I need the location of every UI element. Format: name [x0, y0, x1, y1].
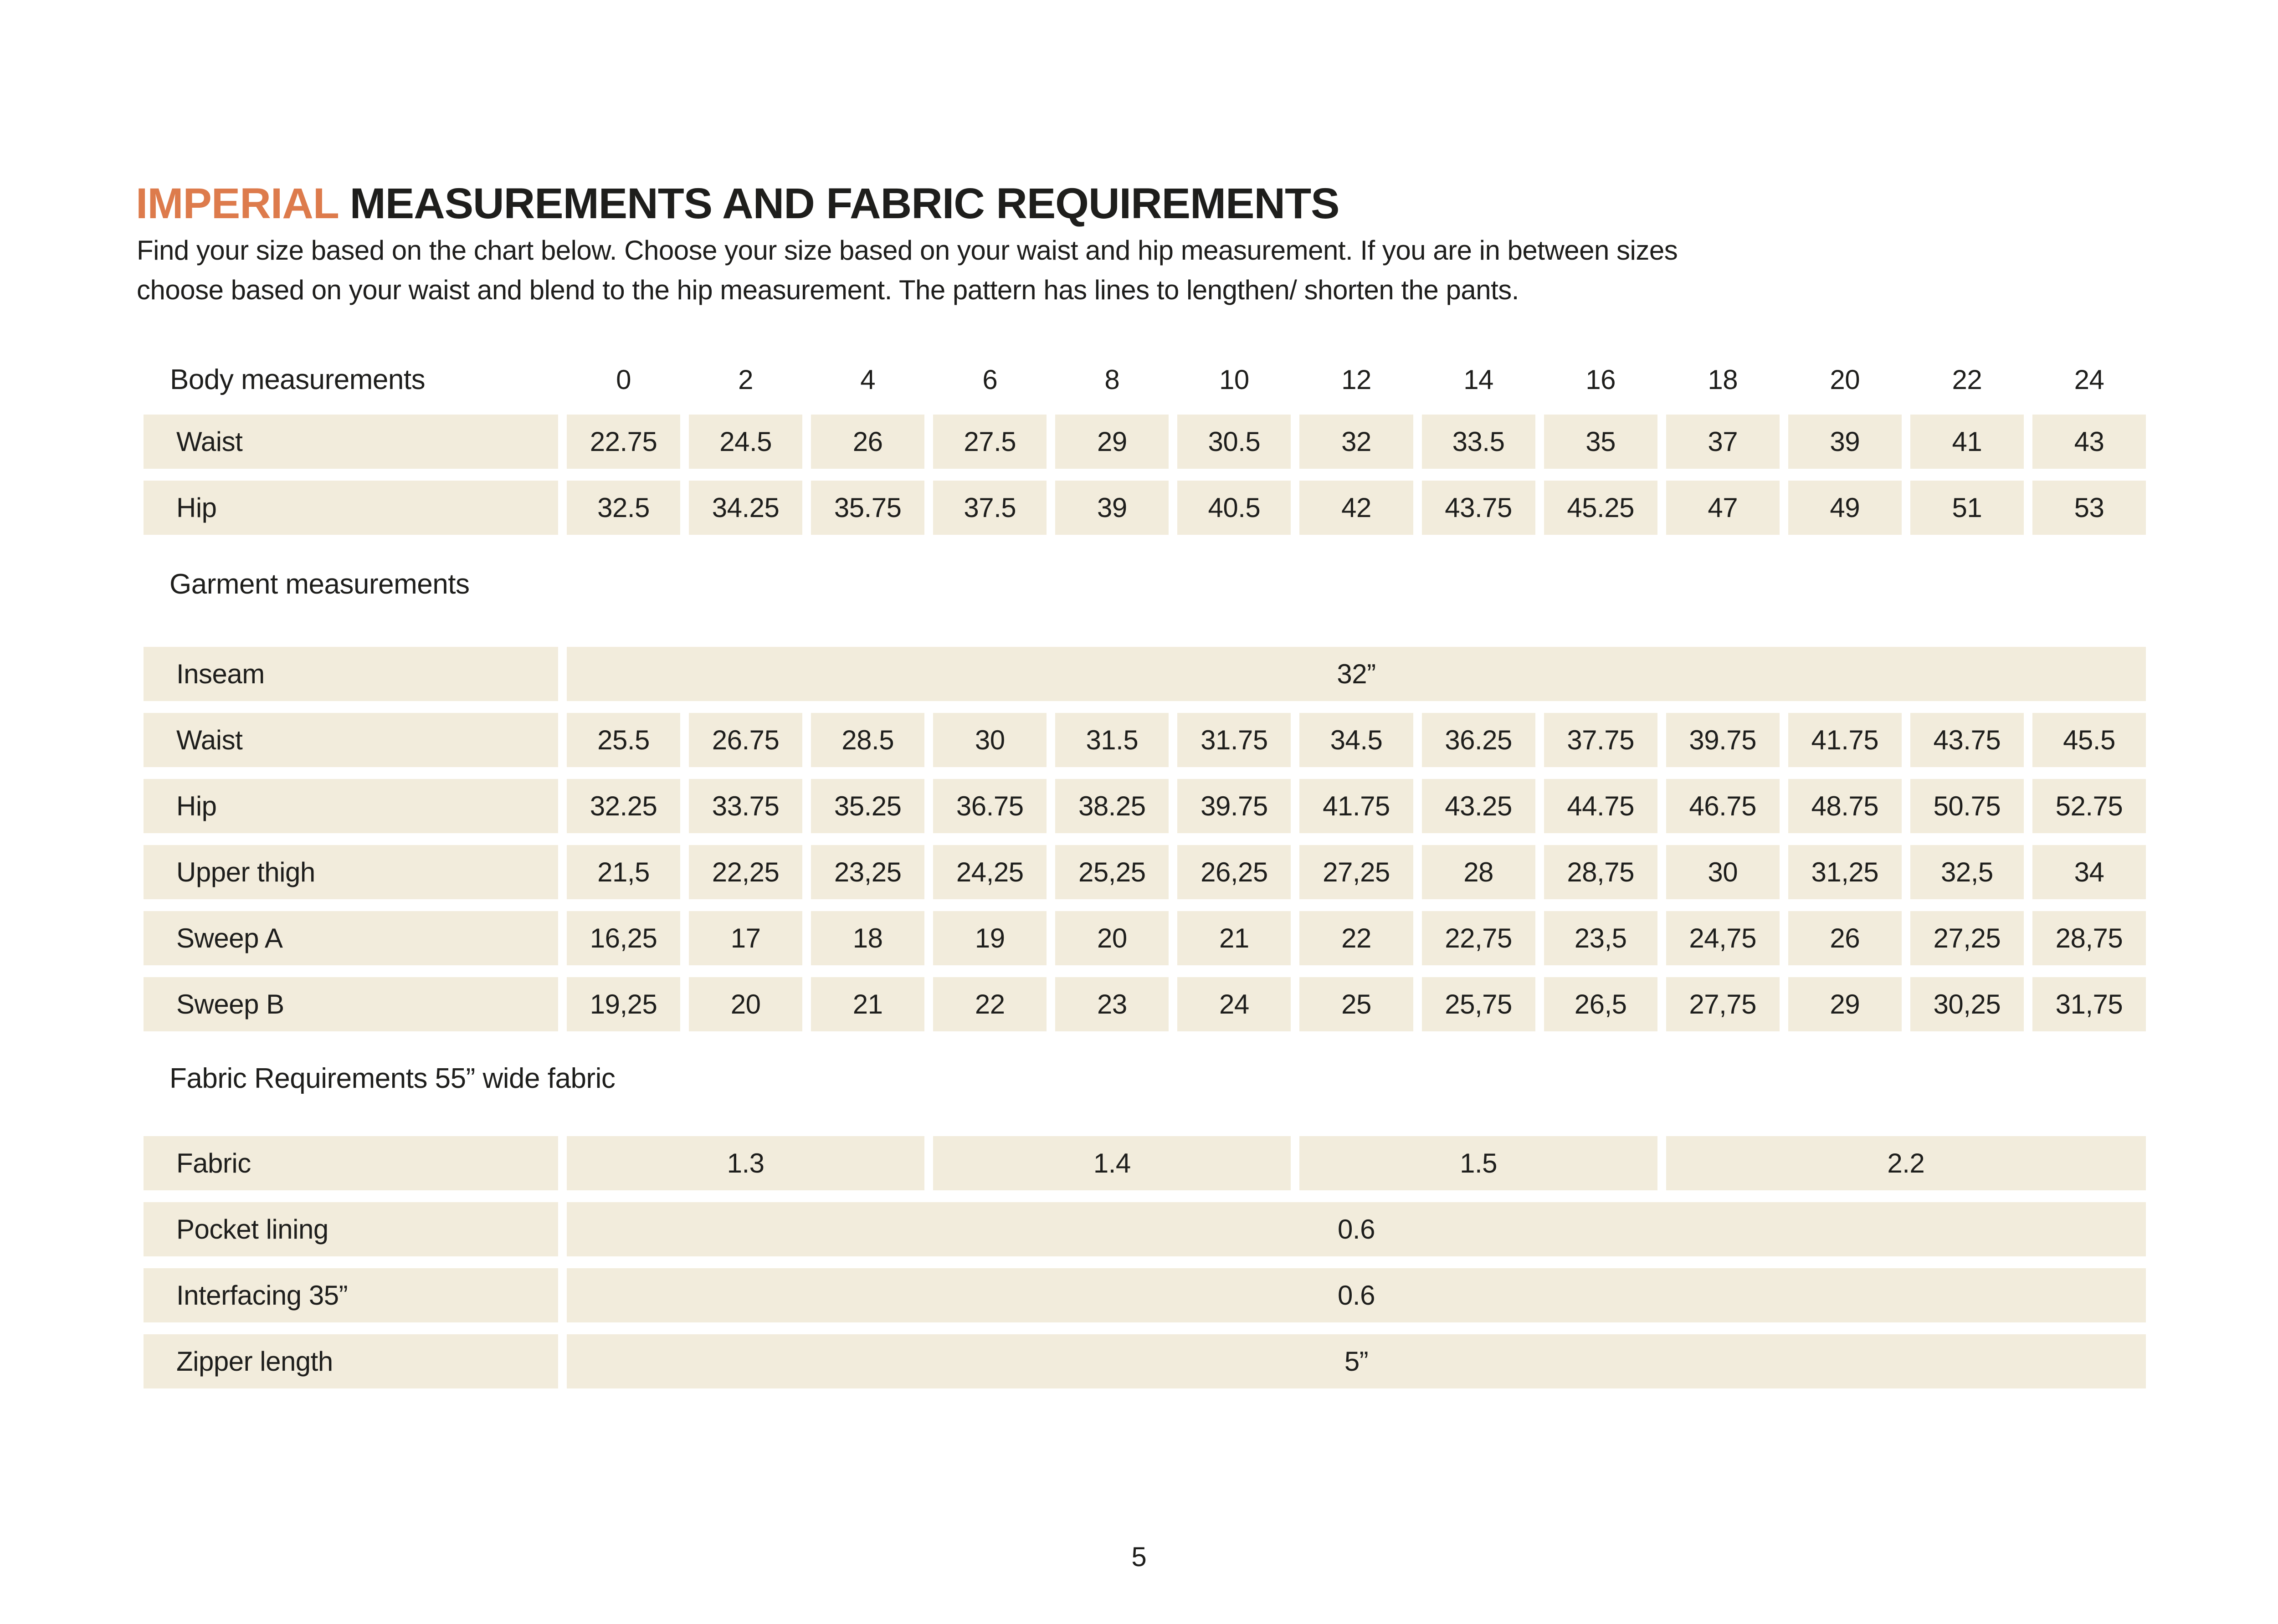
page-number: 5 [1131, 1542, 1147, 1572]
value-cell: 41 [1910, 415, 2024, 469]
value-cell: 30 [933, 713, 1047, 767]
value-cell: 27.5 [933, 415, 1047, 469]
value-cell: 31.5 [1055, 713, 1169, 767]
value-cell: 32 [1299, 415, 1413, 469]
row-label: Waist [144, 713, 558, 767]
value-cell: 33.5 [1422, 415, 1535, 469]
inseam-value-cell: 32” [567, 647, 2146, 701]
value-cell: 28,75 [1544, 845, 1657, 899]
value-cell: 26,25 [1177, 845, 1291, 899]
value-cell: 27,25 [1910, 911, 2024, 965]
value-cell: 38.25 [1055, 779, 1169, 833]
value-cell: 39.75 [1177, 779, 1291, 833]
value-cell: 43 [2032, 415, 2146, 469]
value-cell: 26,5 [1544, 977, 1657, 1031]
value-cell: 22.75 [567, 415, 680, 469]
value-cell: 27,25 [1299, 845, 1413, 899]
value-cell: 37 [1666, 415, 1780, 469]
value-cell: 22,75 [1422, 911, 1535, 965]
value-cell: 20 [689, 977, 802, 1031]
row-label: Sweep A [144, 911, 558, 965]
size-column-header: 6 [982, 364, 998, 395]
value-cell: 17 [689, 911, 802, 965]
value-cell: 45.5 [2032, 713, 2146, 767]
value-cell: 43.75 [1422, 481, 1535, 535]
row-label: Upper thigh [144, 845, 558, 899]
value-cell: 21 [811, 977, 924, 1031]
page-title-highlight: IMPERIAL [136, 179, 339, 228]
value-cell: 28,75 [2032, 911, 2146, 965]
value-cell: 47 [1666, 481, 1780, 535]
size-column-header: 10 [1219, 364, 1249, 395]
value-cell: 41.75 [1788, 713, 1902, 767]
row-label: Fabric [144, 1136, 558, 1190]
value-cell: 34.5 [1299, 713, 1413, 767]
value-cell: 21,5 [567, 845, 680, 899]
fabric-group-cell: 1.4 [933, 1136, 1291, 1190]
value-cell: 40.5 [1177, 481, 1291, 535]
value-cell: 28 [1422, 845, 1535, 899]
value-cell: 26 [811, 415, 924, 469]
full-span-value-cell: 5” [567, 1334, 2146, 1388]
value-cell: 30.5 [1177, 415, 1291, 469]
value-cell: 29 [1788, 977, 1902, 1031]
row-label: Sweep B [144, 977, 558, 1031]
value-cell: 39 [1055, 481, 1169, 535]
size-column-header: 16 [1585, 364, 1616, 395]
size-column-header: 20 [1830, 364, 1860, 395]
garment-measurements-heading: Garment measurements [169, 569, 470, 600]
value-cell: 25 [1299, 977, 1413, 1031]
fabric-group-cell: 1.5 [1299, 1136, 1657, 1190]
value-cell: 36.75 [933, 779, 1047, 833]
value-cell: 35.75 [811, 481, 924, 535]
value-cell: 16,25 [567, 911, 680, 965]
value-cell: 26.75 [689, 713, 802, 767]
value-cell: 29 [1055, 415, 1169, 469]
page-title [136, 179, 1339, 228]
row-label: Pocket lining [144, 1202, 558, 1256]
body-measurements-heading: Body measurements [170, 364, 426, 395]
size-column-header: 24 [2074, 364, 2104, 395]
value-cell: 35.25 [811, 779, 924, 833]
value-cell: 25,75 [1422, 977, 1535, 1031]
value-cell: 45.25 [1544, 481, 1657, 535]
fabric-requirements-table [144, 1136, 2146, 1388]
value-cell: 37.75 [1544, 713, 1657, 767]
value-cell: 20 [1055, 911, 1169, 965]
value-cell: 19,25 [567, 977, 680, 1031]
row-label: Hip [144, 481, 558, 535]
size-column-header: 22 [1952, 364, 1982, 395]
value-cell: 18 [811, 911, 924, 965]
fabric-group-cell: 2.2 [1666, 1136, 2146, 1190]
size-column-header: 2 [738, 364, 754, 395]
value-cell: 23,5 [1544, 911, 1657, 965]
value-cell: 46.75 [1666, 779, 1780, 833]
value-cell: 22,25 [689, 845, 802, 899]
full-span-value-cell: 0.6 [567, 1268, 2146, 1322]
size-column-header: 18 [1708, 364, 1738, 395]
intro-paragraph [137, 231, 1678, 310]
size-column-header: 0 [616, 364, 631, 395]
value-cell: 49 [1788, 481, 1902, 535]
garment-measurements-table [144, 647, 2146, 1031]
fabric-requirements-heading: Fabric Requirements 55” wide fabric [169, 1063, 616, 1094]
row-label: Waist [144, 415, 558, 469]
value-cell: 52.75 [2032, 779, 2146, 833]
size-column-header: 4 [860, 364, 876, 395]
value-cell: 36.25 [1422, 713, 1535, 767]
value-cell: 22 [933, 977, 1047, 1031]
value-cell: 34.25 [689, 481, 802, 535]
value-cell: 42 [1299, 481, 1413, 535]
row-label: Hip [144, 779, 558, 833]
value-cell: 23 [1055, 977, 1169, 1031]
value-cell: 31,25 [1788, 845, 1902, 899]
value-cell: 24.5 [689, 415, 802, 469]
value-cell: 24 [1177, 977, 1291, 1031]
value-cell: 44.75 [1544, 779, 1657, 833]
size-column-header: 8 [1104, 364, 1120, 395]
value-cell: 48.75 [1788, 779, 1902, 833]
value-cell: 35 [1544, 415, 1657, 469]
intro-line-2: choose based on your waist and blend to the hip measurement. The pattern has lines to lengthen/ shorten the pants. [137, 275, 1519, 305]
value-cell: 19 [933, 911, 1047, 965]
value-cell: 27,75 [1666, 977, 1780, 1031]
page-title-rest: MEASUREMENTS AND FABRIC REQUIREMENTS [338, 179, 1339, 228]
value-cell: 32.25 [567, 779, 680, 833]
value-cell: 51 [1910, 481, 2024, 535]
value-cell: 43.75 [1910, 713, 2024, 767]
body-measurements-table [144, 357, 2146, 535]
value-cell: 25,25 [1055, 845, 1169, 899]
value-cell: 32,5 [1910, 845, 2024, 899]
value-cell: 34 [2032, 845, 2146, 899]
value-cell: 28.5 [811, 713, 924, 767]
value-cell: 30,25 [1910, 977, 2024, 1031]
row-label: Inseam [144, 647, 558, 701]
value-cell: 31,75 [2032, 977, 2146, 1031]
value-cell: 43.25 [1422, 779, 1535, 833]
value-cell: 53 [2032, 481, 2146, 535]
value-cell: 39 [1788, 415, 1902, 469]
intro-line-1: Find your size based on the chart below. Choose your size based on your waist and hip measurement. If you are in between sizes [137, 235, 1678, 266]
fabric-group-cell: 1.3 [567, 1136, 924, 1190]
full-span-value-cell: 0.6 [567, 1202, 2146, 1256]
value-cell: 37.5 [933, 481, 1047, 535]
value-cell: 33.75 [689, 779, 802, 833]
row-label: Zipper length [144, 1334, 558, 1388]
size-column-header: 12 [1341, 364, 1371, 395]
value-cell: 41.75 [1299, 779, 1413, 833]
value-cell: 23,25 [811, 845, 924, 899]
size-column-header: 14 [1463, 364, 1493, 395]
value-cell: 26 [1788, 911, 1902, 965]
value-cell: 24,75 [1666, 911, 1780, 965]
value-cell: 31.75 [1177, 713, 1291, 767]
value-cell: 39.75 [1666, 713, 1780, 767]
value-cell: 32.5 [567, 481, 680, 535]
value-cell: 24,25 [933, 845, 1047, 899]
value-cell: 22 [1299, 911, 1413, 965]
value-cell: 30 [1666, 845, 1780, 899]
value-cell: 50.75 [1910, 779, 2024, 833]
value-cell: 25.5 [567, 713, 680, 767]
value-cell: 21 [1177, 911, 1291, 965]
row-label: Interfacing 35” [144, 1268, 558, 1322]
